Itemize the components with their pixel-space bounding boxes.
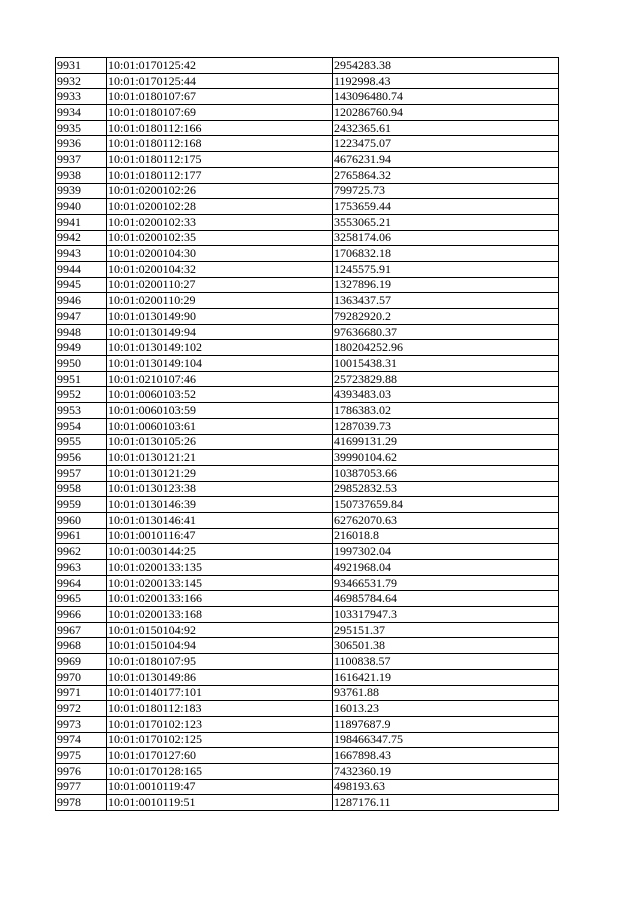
cadastral-value-cell: 2432365.61 bbox=[333, 120, 559, 136]
table-row bbox=[56, 779, 559, 795]
row-number-cell: 9971 bbox=[56, 685, 107, 701]
cadastral-value-cell: 306501.38 bbox=[333, 638, 559, 654]
cadastral-number-cell: 10:01:0130123:38 bbox=[107, 481, 333, 497]
cadastral-number-cell: 10:01:0130149:86 bbox=[107, 669, 333, 685]
row-number-cell: 9965 bbox=[56, 591, 107, 607]
cadastral-number-cell: 10:01:0060103:61 bbox=[107, 418, 333, 434]
row-number-cell: 9939 bbox=[56, 183, 107, 199]
table-row bbox=[56, 544, 559, 560]
cadastral-number-cell: 10:01:0010119:51 bbox=[107, 795, 333, 811]
cadastral-value-cell: 16013.23 bbox=[333, 701, 559, 717]
cadastral-value-cell: 150737659.84 bbox=[333, 497, 559, 513]
row-number-cell: 9943 bbox=[56, 246, 107, 262]
table-row bbox=[56, 199, 559, 215]
cadastral-value-cell: 10015438.31 bbox=[333, 356, 559, 372]
cadastral-number-cell: 10:01:0180112:177 bbox=[107, 167, 333, 183]
cadastral-number-cell: 10:01:0170127:60 bbox=[107, 748, 333, 764]
row-number-cell: 9949 bbox=[56, 340, 107, 356]
cadastral-number-cell: 10:01:0010116:47 bbox=[107, 528, 333, 544]
cadastral-number-cell: 10:01:0180107:67 bbox=[107, 89, 333, 105]
cadastral-value-cell: 41699131.29 bbox=[333, 434, 559, 450]
cadastral-number-cell: 10:01:0180107:69 bbox=[107, 105, 333, 121]
table-row bbox=[56, 73, 559, 89]
cadastral-number-cell: 10:01:0200102:33 bbox=[107, 214, 333, 230]
row-number-cell: 9935 bbox=[56, 120, 107, 136]
cadastral-number-cell: 10:01:0130149:94 bbox=[107, 324, 333, 340]
cadastral-number-cell: 10:01:0200133:166 bbox=[107, 591, 333, 607]
cadastral-value-cell: 3258174.06 bbox=[333, 230, 559, 246]
cadastral-value-cell: 216018.8 bbox=[333, 528, 559, 544]
row-number-cell: 9957 bbox=[56, 465, 107, 481]
table-body bbox=[56, 58, 559, 811]
table-row bbox=[56, 560, 559, 576]
table-row bbox=[56, 230, 559, 246]
cadastral-value-cell: 180204252.96 bbox=[333, 340, 559, 356]
cadastral-value-cell: 498193.63 bbox=[333, 779, 559, 795]
row-number-cell: 9966 bbox=[56, 607, 107, 623]
table-row bbox=[56, 167, 559, 183]
cadastral-value-cell: 39990104.62 bbox=[333, 450, 559, 466]
cadastral-value-cell: 1753659.44 bbox=[333, 199, 559, 215]
cadastral-value-cell: 1245575.91 bbox=[333, 261, 559, 277]
cadastral-number-cell: 10:01:0180112:166 bbox=[107, 120, 333, 136]
table-row bbox=[56, 403, 559, 419]
cadastral-value-cell: 11897687.9 bbox=[333, 716, 559, 732]
table-row bbox=[56, 748, 559, 764]
row-number-cell: 9970 bbox=[56, 669, 107, 685]
row-number-cell: 9954 bbox=[56, 418, 107, 434]
cadastral-number-cell: 10:01:0060103:59 bbox=[107, 403, 333, 419]
table-row bbox=[56, 450, 559, 466]
cadastral-number-cell: 10:01:0200102:28 bbox=[107, 199, 333, 215]
cadastral-number-cell: 10:01:0130105:26 bbox=[107, 434, 333, 450]
table-row bbox=[56, 324, 559, 340]
cadastral-value-cell: 1192998.43 bbox=[333, 73, 559, 89]
table-row bbox=[56, 214, 559, 230]
cadastral-value-cell: 29852832.53 bbox=[333, 481, 559, 497]
cadastral-number-cell: 10:01:0170102:123 bbox=[107, 716, 333, 732]
row-number-cell: 9951 bbox=[56, 371, 107, 387]
table-row bbox=[56, 120, 559, 136]
cadastral-value-cell: 1223475.07 bbox=[333, 136, 559, 152]
cadastral-value-cell: 1706832.18 bbox=[333, 246, 559, 262]
cadastral-number-cell: 10:01:0200133:135 bbox=[107, 560, 333, 576]
cadastral-value-cell: 2954283.38 bbox=[333, 58, 559, 74]
table-row bbox=[56, 654, 559, 670]
cadastral-number-cell: 10:01:0130149:102 bbox=[107, 340, 333, 356]
cadastral-value-cell: 1667898.43 bbox=[333, 748, 559, 764]
cadastral-number-cell: 10:01:0200102:26 bbox=[107, 183, 333, 199]
row-number-cell: 9968 bbox=[56, 638, 107, 654]
cadastral-value-cell: 1997302.04 bbox=[333, 544, 559, 560]
row-number-cell: 9959 bbox=[56, 497, 107, 513]
cadastral-value-cell: 46985784.64 bbox=[333, 591, 559, 607]
cadastral-number-cell: 10:01:0200104:32 bbox=[107, 261, 333, 277]
cadastral-number-cell: 10:01:0130121:21 bbox=[107, 450, 333, 466]
table-row bbox=[56, 607, 559, 623]
row-number-cell: 9938 bbox=[56, 167, 107, 183]
row-number-cell: 9964 bbox=[56, 575, 107, 591]
cadastral-value-cell: 1100838.57 bbox=[333, 654, 559, 670]
table-row bbox=[56, 732, 559, 748]
cadastral-number-cell: 10:01:0170125:44 bbox=[107, 73, 333, 89]
table-row bbox=[56, 418, 559, 434]
cadastral-value-cell: 1616421.19 bbox=[333, 669, 559, 685]
table-row bbox=[56, 591, 559, 607]
row-number-cell: 9950 bbox=[56, 356, 107, 372]
row-number-cell: 9972 bbox=[56, 701, 107, 717]
cadastral-value-cell: 1287039.73 bbox=[333, 418, 559, 434]
table-row bbox=[56, 497, 559, 513]
row-number-cell: 9967 bbox=[56, 622, 107, 638]
cadastral-value-cell: 62762070.63 bbox=[333, 512, 559, 528]
cadastral-value-cell: 79282920.2 bbox=[333, 309, 559, 325]
cadastral-number-cell: 10:01:0030144:25 bbox=[107, 544, 333, 560]
cadastral-number-cell: 10:01:0130149:90 bbox=[107, 309, 333, 325]
cadastral-number-cell: 10:01:0200110:27 bbox=[107, 277, 333, 293]
row-number-cell: 9960 bbox=[56, 512, 107, 528]
table-row bbox=[56, 701, 559, 717]
cadastral-value-cell: 198466347.75 bbox=[333, 732, 559, 748]
row-number-cell: 9958 bbox=[56, 481, 107, 497]
table-row bbox=[56, 575, 559, 591]
cadastral-number-cell: 10:01:0170128:165 bbox=[107, 763, 333, 779]
table-row bbox=[56, 481, 559, 497]
row-number-cell: 9948 bbox=[56, 324, 107, 340]
table-row bbox=[56, 183, 559, 199]
table-row bbox=[56, 309, 559, 325]
cadastral-value-cell: 10387053.66 bbox=[333, 465, 559, 481]
table-row bbox=[56, 105, 559, 121]
row-number-cell: 9955 bbox=[56, 434, 107, 450]
cadastral-number-cell: 10:01:0180107:95 bbox=[107, 654, 333, 670]
cadastral-number-cell: 10:01:0130121:29 bbox=[107, 465, 333, 481]
table-row bbox=[56, 512, 559, 528]
row-number-cell: 9940 bbox=[56, 199, 107, 215]
row-number-cell: 9941 bbox=[56, 214, 107, 230]
cadastral-value-cell: 97636680.37 bbox=[333, 324, 559, 340]
cadastral-number-cell: 10:01:0200133:168 bbox=[107, 607, 333, 623]
cadastral-value-cell: 2765864.32 bbox=[333, 167, 559, 183]
cadastral-number-cell: 10:01:0200104:30 bbox=[107, 246, 333, 262]
table-row bbox=[56, 136, 559, 152]
table-row bbox=[56, 528, 559, 544]
table-row bbox=[56, 638, 559, 654]
row-number-cell: 9947 bbox=[56, 309, 107, 325]
row-number-cell: 9944 bbox=[56, 261, 107, 277]
cadastral-value-cell: 25723829.88 bbox=[333, 371, 559, 387]
table-row bbox=[56, 434, 559, 450]
cadastral-value-cell: 7432360.19 bbox=[333, 763, 559, 779]
cadastral-value-cell: 1363437.57 bbox=[333, 293, 559, 309]
table-row bbox=[56, 340, 559, 356]
cadastral-number-cell: 10:01:0170125:42 bbox=[107, 58, 333, 74]
row-number-cell: 9961 bbox=[56, 528, 107, 544]
cadastral-number-cell: 10:01:0130149:104 bbox=[107, 356, 333, 372]
row-number-cell: 9977 bbox=[56, 779, 107, 795]
table-row bbox=[56, 763, 559, 779]
row-number-cell: 9974 bbox=[56, 732, 107, 748]
table-row bbox=[56, 622, 559, 638]
table-row bbox=[56, 716, 559, 732]
row-number-cell: 9952 bbox=[56, 387, 107, 403]
row-number-cell: 9976 bbox=[56, 763, 107, 779]
row-number-cell: 9932 bbox=[56, 73, 107, 89]
table-row bbox=[56, 89, 559, 105]
cadastral-value-cell: 93761.88 bbox=[333, 685, 559, 701]
table-row bbox=[56, 277, 559, 293]
table-row bbox=[56, 246, 559, 262]
cadastral-value-cell: 295151.37 bbox=[333, 622, 559, 638]
cadastral-number-cell: 10:01:0010119:47 bbox=[107, 779, 333, 795]
cadastral-number-cell: 10:01:0200133:145 bbox=[107, 575, 333, 591]
cadastral-number-cell: 10:01:0210107:46 bbox=[107, 371, 333, 387]
cadastral-value-table bbox=[55, 57, 559, 811]
table-row bbox=[56, 669, 559, 685]
row-number-cell: 9956 bbox=[56, 450, 107, 466]
cadastral-number-cell: 10:01:0170102:125 bbox=[107, 732, 333, 748]
cadastral-value-cell: 120286760.94 bbox=[333, 105, 559, 121]
table-row bbox=[56, 387, 559, 403]
cadastral-value-cell: 3553065.21 bbox=[333, 214, 559, 230]
cadastral-value-cell: 1287176.11 bbox=[333, 795, 559, 811]
cadastral-number-cell: 10:01:0180112:175 bbox=[107, 152, 333, 168]
cadastral-value-cell: 1327896.19 bbox=[333, 277, 559, 293]
cadastral-value-cell: 143096480.74 bbox=[333, 89, 559, 105]
cadastral-number-cell: 10:01:0180112:168 bbox=[107, 136, 333, 152]
cadastral-number-cell: 10:01:0140177:101 bbox=[107, 685, 333, 701]
table-row bbox=[56, 261, 559, 277]
cadastral-value-cell: 4393483.03 bbox=[333, 387, 559, 403]
row-number-cell: 9975 bbox=[56, 748, 107, 764]
row-number-cell: 9931 bbox=[56, 58, 107, 74]
table-row bbox=[56, 465, 559, 481]
row-number-cell: 9934 bbox=[56, 105, 107, 121]
table-row bbox=[56, 371, 559, 387]
row-number-cell: 9942 bbox=[56, 230, 107, 246]
cadastral-value-cell: 4921968.04 bbox=[333, 560, 559, 576]
table-row bbox=[56, 685, 559, 701]
cadastral-value-cell: 103317947.3 bbox=[333, 607, 559, 623]
table-row bbox=[56, 152, 559, 168]
row-number-cell: 9978 bbox=[56, 795, 107, 811]
cadastral-number-cell: 10:01:0180112:183 bbox=[107, 701, 333, 717]
cadastral-number-cell: 10:01:0150104:92 bbox=[107, 622, 333, 638]
cadastral-value-cell: 799725.73 bbox=[333, 183, 559, 199]
cadastral-value-cell: 1786383.02 bbox=[333, 403, 559, 419]
row-number-cell: 9973 bbox=[56, 716, 107, 732]
cadastral-number-cell: 10:01:0150104:94 bbox=[107, 638, 333, 654]
row-number-cell: 9962 bbox=[56, 544, 107, 560]
cadastral-number-cell: 10:01:0200102:35 bbox=[107, 230, 333, 246]
cadastral-number-cell: 10:01:0130146:39 bbox=[107, 497, 333, 513]
row-number-cell: 9937 bbox=[56, 152, 107, 168]
cadastral-value-cell: 93466531.79 bbox=[333, 575, 559, 591]
table-row bbox=[56, 293, 559, 309]
row-number-cell: 9946 bbox=[56, 293, 107, 309]
cadastral-value-cell: 4676231.94 bbox=[333, 152, 559, 168]
row-number-cell: 9933 bbox=[56, 89, 107, 105]
row-number-cell: 9945 bbox=[56, 277, 107, 293]
row-number-cell: 9969 bbox=[56, 654, 107, 670]
cadastral-number-cell: 10:01:0060103:52 bbox=[107, 387, 333, 403]
table-row bbox=[56, 795, 559, 811]
table-row bbox=[56, 356, 559, 372]
cadastral-number-cell: 10:01:0130146:41 bbox=[107, 512, 333, 528]
row-number-cell: 9963 bbox=[56, 560, 107, 576]
cadastral-number-cell: 10:01:0200110:29 bbox=[107, 293, 333, 309]
row-number-cell: 9936 bbox=[56, 136, 107, 152]
table-row bbox=[56, 58, 559, 74]
row-number-cell: 9953 bbox=[56, 403, 107, 419]
